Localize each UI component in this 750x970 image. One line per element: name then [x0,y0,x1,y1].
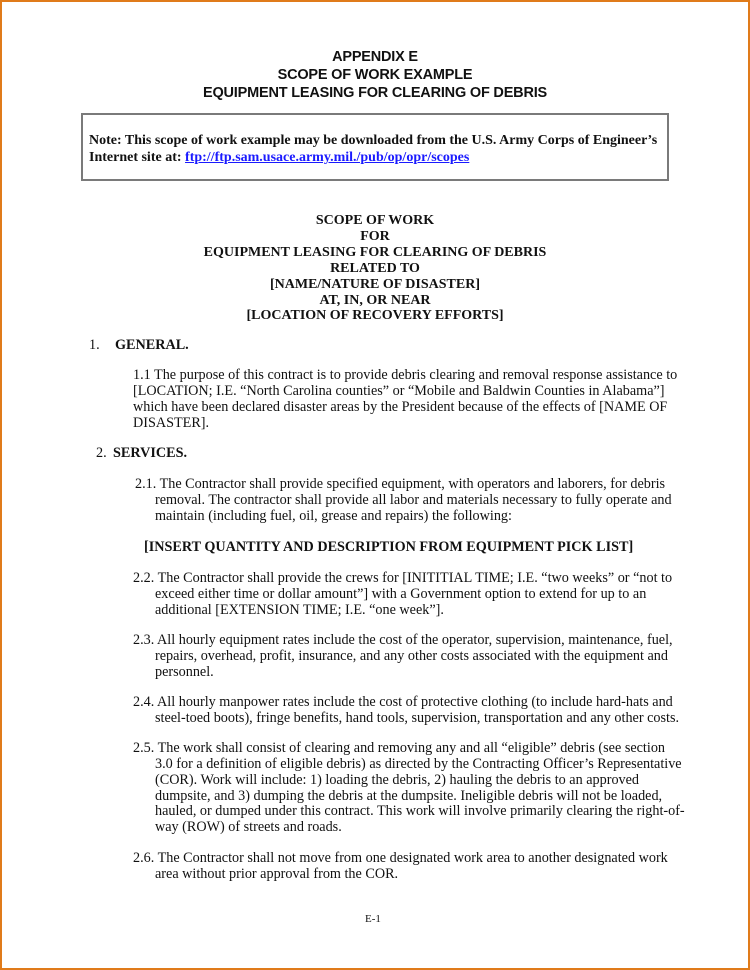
para-2-1-line-3: maintain (including fuel, oil, grease and repairs) the following: [155,508,512,524]
subtitle-line-4: RELATED TO [330,261,420,276]
section-1-number: 1. [89,337,100,353]
para-2-4-line-2: steel-toed boots), fringe benefits, hand tools, supervision, transportation and any other costs. [155,710,680,726]
appendix-heading: APPENDIX E [332,49,418,65]
para-1-1-line-1: 1.1 The purpose of this contract is to provide debris clearing and removal response assistance to [133,367,678,383]
para-2-5-line-1: 2.5. The work shall consist of clearing and removing any and all “eligible” debris (see section [133,740,666,756]
subtitle-line-1: SCOPE OF WORK [315,213,435,228]
para-2-6-line-1: 2.6. The Contractor shall not move from one designated work area to another designated work [133,850,668,866]
para-2-5-line-3: (COR). Work will include: 1) loading the debris, 2) hauling the debris to an approved [155,772,640,788]
para-2-1-line-1: 2.1. The Contractor shall provide specified equipment, with operators and laborers, for debris [135,476,666,492]
section-2-title: SERVICES. [113,445,188,461]
para-2-5-line-4: dumpsite, and 3) dumping the debris at the dumpsite. Ineligible debris will not be loaded, [155,788,663,804]
subtitle-line-6: AT, IN, OR NEAR [319,293,431,308]
para-2-2-line-2: exceed either time or dollar amount”] with a Government option to extend for up to an [155,586,647,602]
ftp-scopes-link[interactable]: ftp://ftp.sam.usace.army.mil./pub/op/opr/scopes [185,150,470,165]
para-2-1-line-2: removal. The contractor shall provide all labor and materials necessary to fully operate and [155,492,672,508]
para-1-1-line-4: DISASTER]. [133,415,210,431]
page-number: E-1 [365,913,381,925]
equipment-pick-list-placeholder: [INSERT QUANTITY AND DESCRIPTION FROM EQUIPMENT PICK LIST] [144,539,634,555]
para-2-3-line-3: personnel. [155,664,214,680]
download-note-box [81,113,669,181]
para-2-3-line-1: 2.3. All hourly equipment rates include the cost of the operator, supervision, maintenance, fuel, [133,632,673,648]
section-1-title: GENERAL. [115,337,189,353]
para-2-6-line-2: area without prior approval from the COR. [155,866,399,882]
para-1-1-line-3: which have been declared disaster areas by the President because of the effects of [NAME OF [133,399,668,415]
para-2-5-line-5: hauled, or dumped under this contract. This work will involve primarily clearing the right-of- [155,803,685,819]
para-1-1-line-2: [LOCATION; I.E. “North Carolina counties” or “Mobile and Baldwin Counties in Alabama”] [133,383,665,399]
subtitle-line-3: EQUIPMENT LEASING FOR CLEARING OF DEBRIS [203,245,547,260]
subtitle-line-5: [NAME/NATURE OF DISASTER] [269,277,480,292]
scope-example-heading: SCOPE OF WORK EXAMPLE [277,67,473,83]
para-2-3-line-2: repairs, overhead, profit, insurance, and any other costs associated with the equipment and [155,648,668,664]
para-2-5-line-2: 3.0 for a definition of eligible debris) as directed by the Contracting Officer’s Representative [155,756,682,772]
subtitle-line-2: FOR [360,229,390,244]
note-line-2 [89,149,469,167]
para-2-2-line-3: additional [EXTENSION TIME; I.E. “one week”]. [155,602,444,618]
subtitle-line-7: [LOCATION OF RECOVERY EFFORTS] [246,308,504,323]
para-2-5-line-6: way (ROW) of streets and roads. [155,819,342,835]
note-line-2-prefix: Internet site at: [89,150,186,165]
equipment-leasing-heading: EQUIPMENT LEASING FOR CLEARING OF DEBRIS [202,85,548,101]
section-2-number: 2. [96,445,107,461]
note-line-1: Note: This scope of work example may be downloaded from the U.S. Army Corps of Engineer’s [89,133,658,148]
para-2-2-line-1: 2.2. The Contractor shall provide the crews for [INITITIAL TIME; I.E. “two weeks” or “not to [133,570,673,586]
para-2-4-line-1: 2.4. All hourly manpower rates include the cost of protective clothing (to include hard-hats and [133,694,673,710]
